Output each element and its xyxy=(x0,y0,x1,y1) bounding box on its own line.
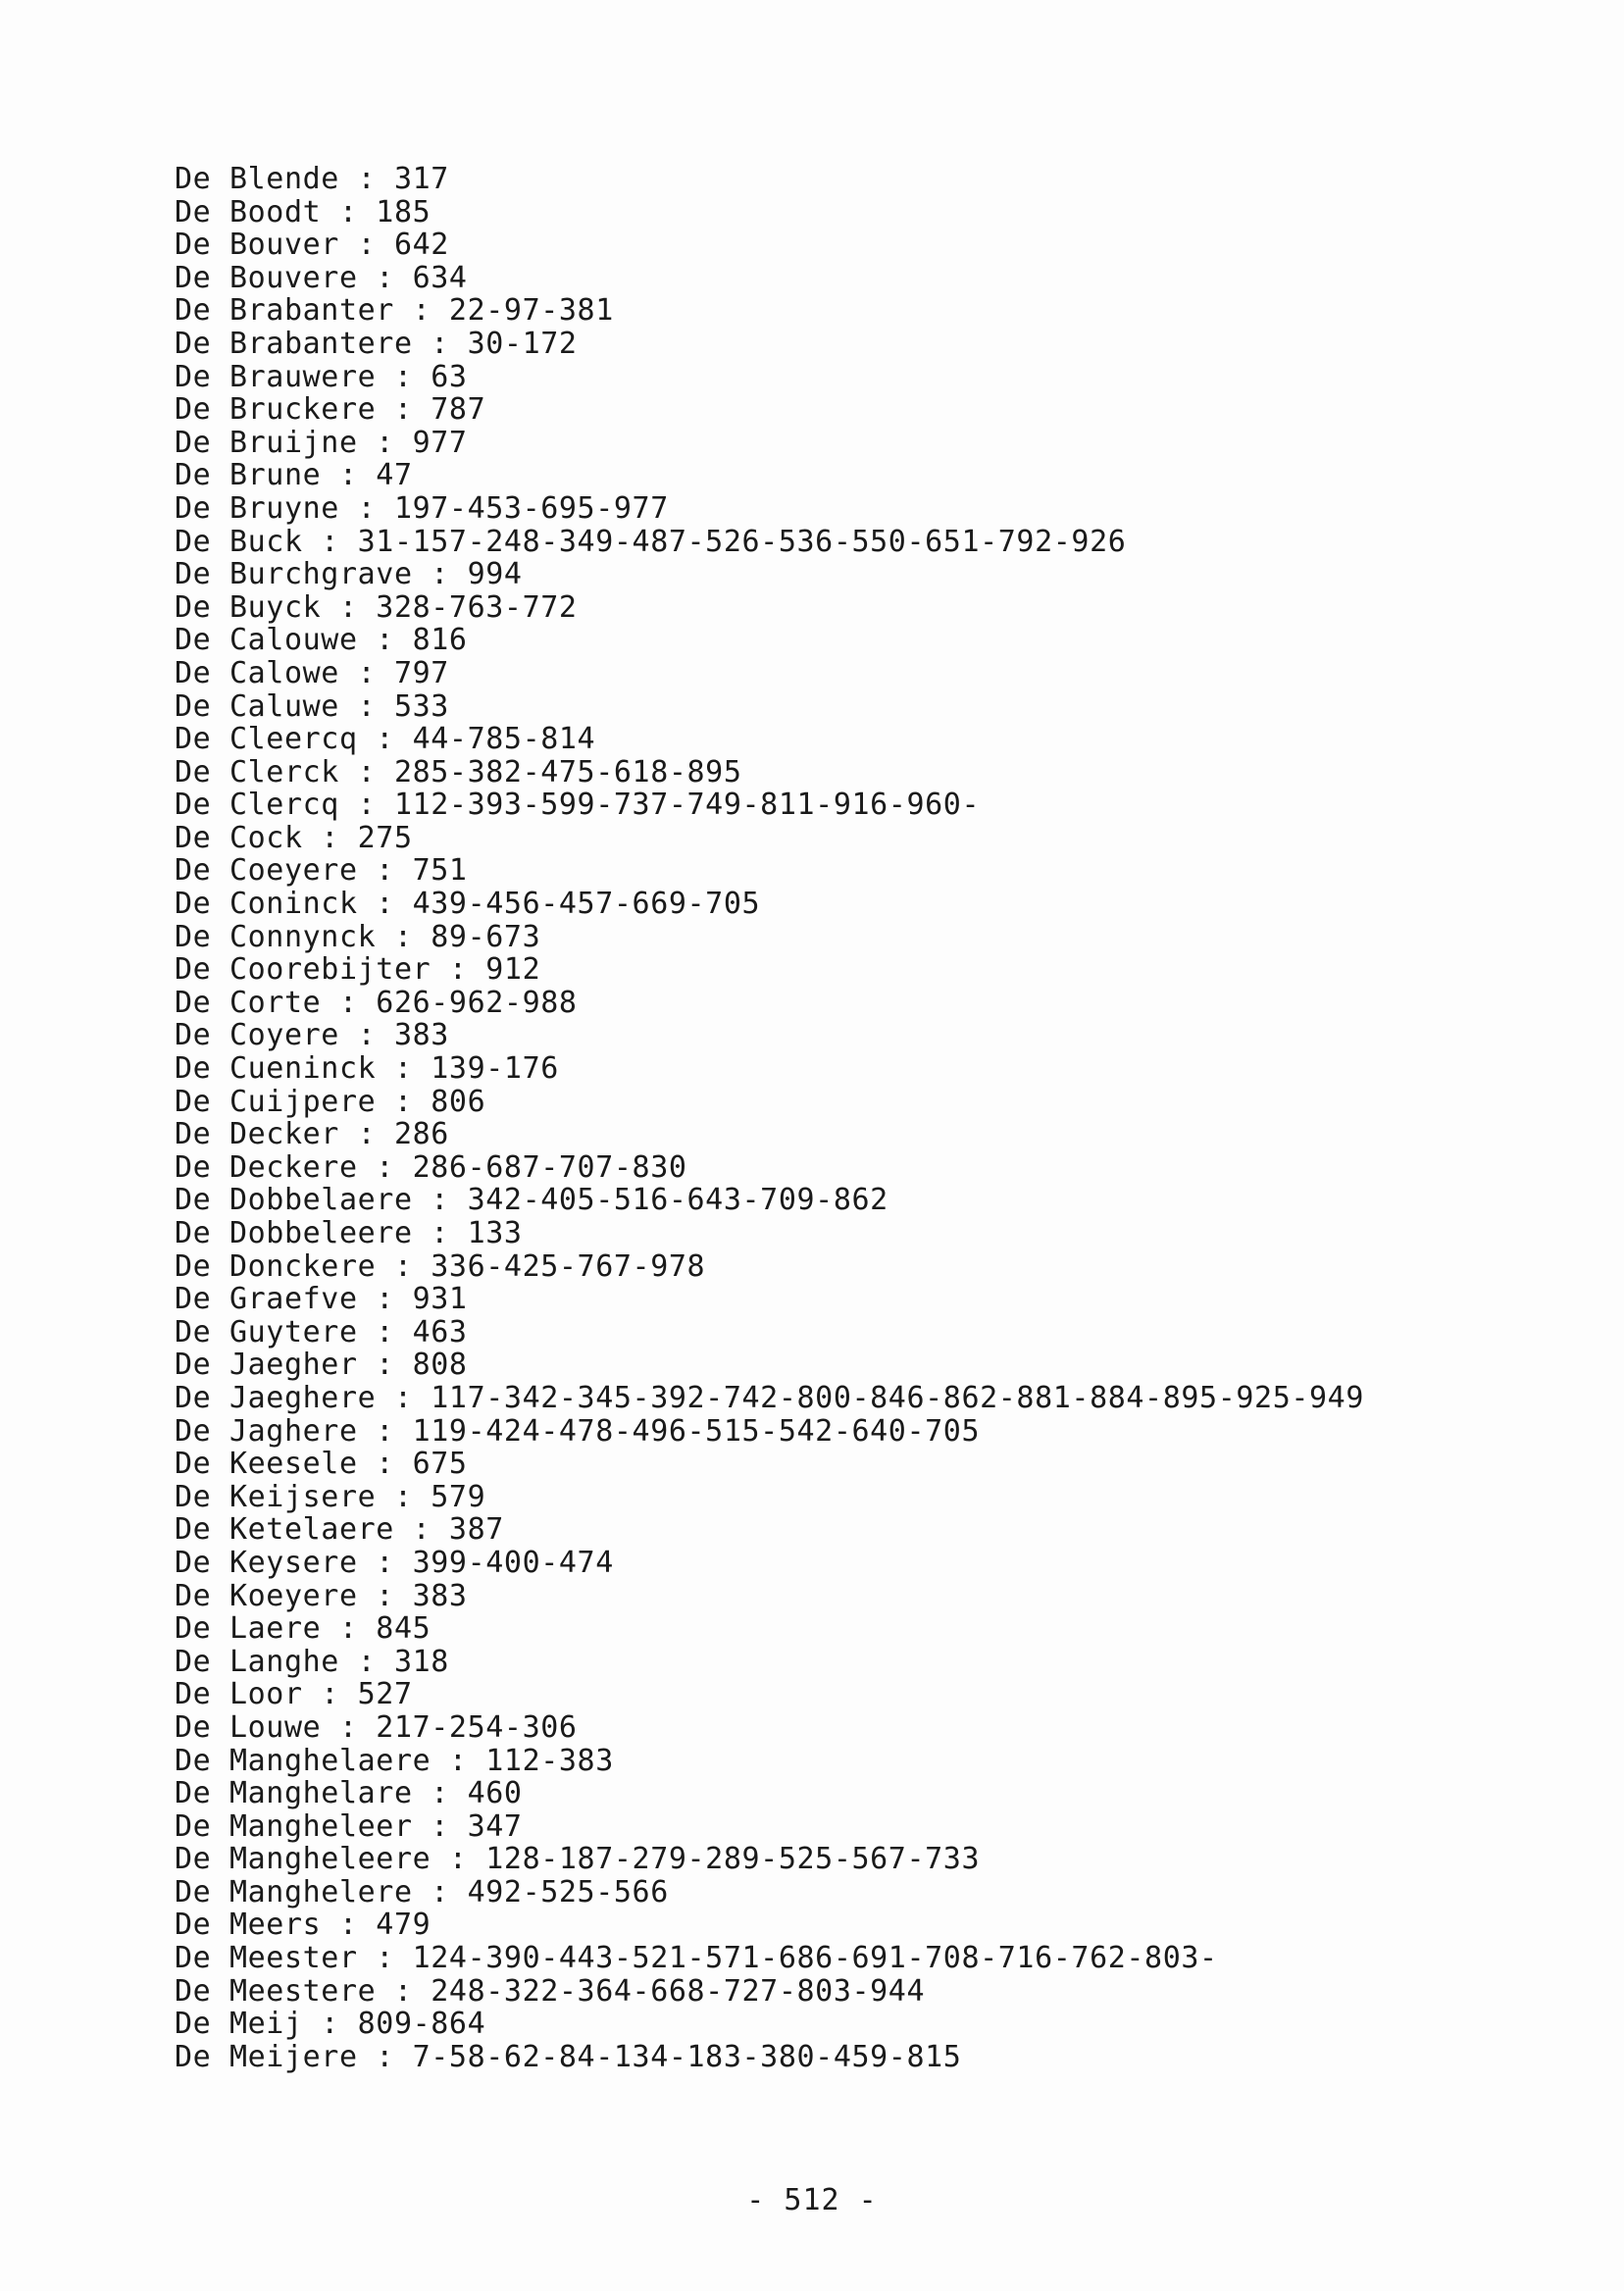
index-entry: De Bruijne : 977 xyxy=(175,425,468,460)
index-entry: De Coeyere : 751 xyxy=(175,853,468,889)
index-entry: De Mangheleer : 347 xyxy=(175,1808,523,1844)
index-entry: De Meestere : 248-322-364-668-727-803-944 xyxy=(175,1973,926,2009)
index-entry: De Coorebijter : 912 xyxy=(175,952,541,988)
index-entry: De Dobbelaere : 342-405-516-643-709-862 xyxy=(175,1183,888,1218)
index-entry: De Loor : 527 xyxy=(175,1677,413,1712)
index-entry: De Meij : 809-864 xyxy=(175,2007,486,2042)
index-entry: De Laere : 845 xyxy=(175,1611,431,1647)
index-entry: De Jaegher : 808 xyxy=(175,1348,468,1383)
index-entry: De Meers : 479 xyxy=(175,1908,431,1943)
index-entry: De Langhe : 318 xyxy=(175,1644,449,1679)
index-entry: De Clercq : 112-393-599-737-749-811-916-960- xyxy=(175,788,981,823)
index-entry: De Cueninck : 139-176 xyxy=(175,1051,559,1087)
index-entry: De Graefve : 931 xyxy=(175,1282,468,1317)
index-entry: De Bruyne : 197-453-695-977 xyxy=(175,490,669,526)
index-entry: De Koeyere : 383 xyxy=(175,1578,468,1613)
index-entry: De Keysere : 399-400-474 xyxy=(175,1545,614,1580)
index-entry: De Jaeghere : 117-342-345-392-742-800-846-862-881-884-895-925-949 xyxy=(175,1380,1364,1415)
index-entry: De Dobbeleere : 133 xyxy=(175,1216,523,1250)
index-entry: De Clerck : 285-382-475-618-895 xyxy=(175,754,742,789)
index-entry: De Jaghere : 119-424-478-496-515-542-640-705 xyxy=(175,1413,981,1449)
index-entry: De Brabantere : 30-172 xyxy=(175,326,578,361)
index-entry: De Ketelaere : 387 xyxy=(175,1512,504,1548)
index-entry: De Manghelere : 492-525-566 xyxy=(175,1874,669,1909)
index-entry: De Decker : 286 xyxy=(175,1117,449,1152)
index-entry: De Caluwe : 533 xyxy=(175,688,449,724)
index-entry: De Brabanter : 22-97-381 xyxy=(175,293,614,329)
index-entry: De Brune : 47 xyxy=(175,458,413,493)
index-entry: De Buck : 31-157-248-349-487-526-536-550-651-792-926 xyxy=(175,524,1127,559)
index-entry: De Manghelare : 460 xyxy=(175,1776,523,1811)
index-entry: De Keesele : 675 xyxy=(175,1447,468,1482)
index-entry: De Meester : 124-390-443-521-571-686-691-708-716-762-803- xyxy=(175,1941,1218,1976)
index-entry: De Brauwere : 63 xyxy=(175,359,468,394)
index-entry: De Corte : 626-962-988 xyxy=(175,985,578,1020)
index-entry: De Boodt : 185 xyxy=(175,194,431,229)
index-entry: De Bouvere : 634 xyxy=(175,260,468,295)
index-entry: De Blende : 317 xyxy=(175,162,449,196)
index-entry: De Connynck : 89-673 xyxy=(175,919,541,954)
index-entry: De Bouver : 642 xyxy=(175,228,449,263)
page-number: - 512 - xyxy=(746,2183,878,2217)
index-entry: De Buyck : 328-763-772 xyxy=(175,589,578,625)
index-entry: De Cuijpere : 806 xyxy=(175,1084,486,1119)
index-entry: De Guytere : 463 xyxy=(175,1314,468,1349)
index-entry: De Cock : 275 xyxy=(175,820,413,855)
index-entry: De Bruckere : 787 xyxy=(175,392,486,428)
surname-index-list xyxy=(175,163,1364,2073)
index-entry: De Louwe : 217-254-306 xyxy=(175,1709,578,1745)
index-entry: De Manghelaere : 112-383 xyxy=(175,1743,614,1778)
index-entry: De Deckere : 286-687-707-830 xyxy=(175,1149,687,1185)
index-entry: De Mangheleere : 128-187-279-289-525-567-733 xyxy=(175,1842,981,1877)
index-entry: De Calowe : 797 xyxy=(175,655,449,690)
index-entry: De Cleercq : 44-785-814 xyxy=(175,722,596,757)
index-entry: De Coninck : 439-456-457-669-705 xyxy=(175,887,761,922)
index-entry: De Coyere : 383 xyxy=(175,1018,449,1053)
index-entry: De Keijsere : 579 xyxy=(175,1479,486,1514)
index-entry: De Calouwe : 816 xyxy=(175,623,468,658)
index-entry: De Donckere : 336-425-767-978 xyxy=(175,1248,706,1284)
index-entry: De Meijere : 7-58-62-84-134-183-380-459-815 xyxy=(175,2039,962,2074)
index-entry: De Burchgrave : 994 xyxy=(175,557,523,592)
